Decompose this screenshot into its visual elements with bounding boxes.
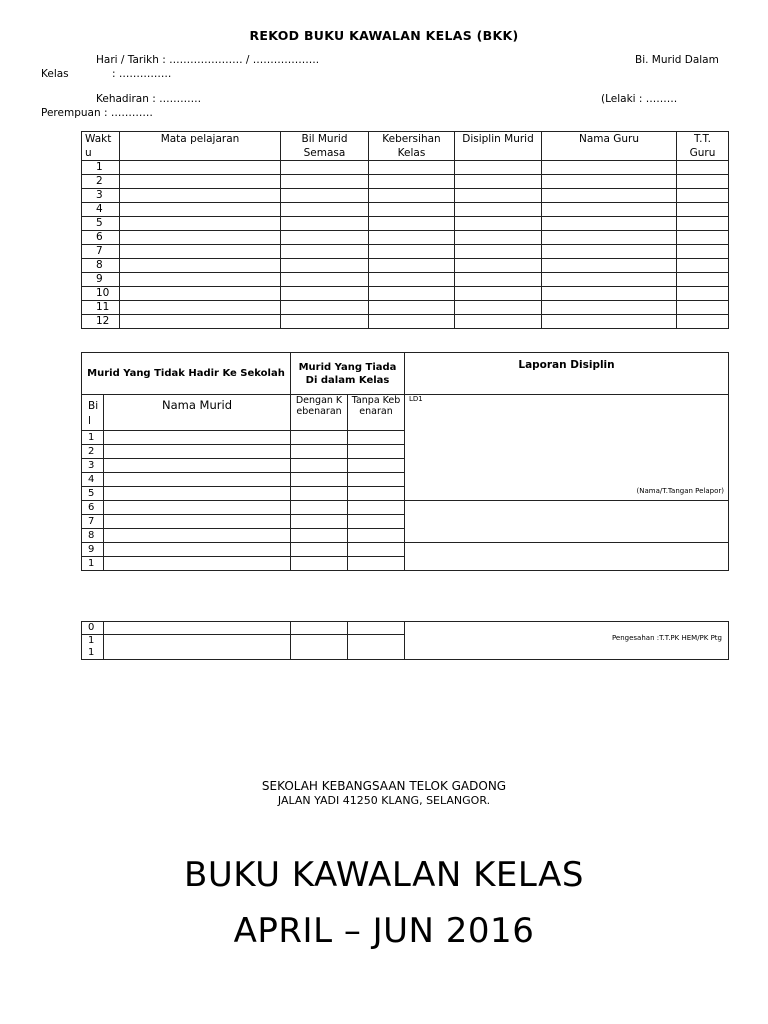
cell[interactable] bbox=[281, 189, 369, 203]
cell[interactable] bbox=[291, 543, 348, 557]
cell[interactable] bbox=[291, 557, 348, 571]
cell[interactable] bbox=[281, 231, 369, 245]
cell[interactable] bbox=[369, 315, 455, 329]
cell[interactable] bbox=[104, 515, 291, 529]
table-row bbox=[82, 231, 729, 245]
row-number: 2 bbox=[82, 445, 104, 459]
cell[interactable] bbox=[281, 203, 369, 217]
cell[interactable] bbox=[455, 315, 542, 329]
row-number: 3 bbox=[82, 459, 104, 473]
cell[interactable] bbox=[677, 203, 729, 217]
header-bil-murid: Bil Murid Semasa bbox=[281, 132, 369, 161]
cell[interactable] bbox=[542, 161, 677, 175]
cell[interactable] bbox=[369, 189, 455, 203]
cell[interactable] bbox=[120, 273, 281, 287]
cell[interactable] bbox=[291, 635, 348, 660]
cell[interactable] bbox=[291, 529, 348, 543]
cell[interactable] bbox=[677, 175, 729, 189]
header-tt-guru: T.T. Guru bbox=[677, 132, 729, 161]
cell[interactable] bbox=[677, 301, 729, 315]
cell[interactable] bbox=[281, 273, 369, 287]
table-row bbox=[82, 543, 729, 557]
table-row bbox=[82, 529, 729, 543]
cell[interactable] bbox=[348, 501, 405, 515]
row-number: 6 bbox=[82, 231, 120, 245]
cell[interactable] bbox=[369, 175, 455, 189]
cell[interactable] bbox=[348, 487, 405, 501]
cell[interactable] bbox=[542, 315, 677, 329]
row-number: 8 bbox=[82, 259, 120, 273]
cell[interactable] bbox=[542, 203, 677, 217]
cell[interactable] bbox=[281, 245, 369, 259]
cell[interactable] bbox=[369, 301, 455, 315]
header-tanpa-kebenaran: Tanpa Kebenaran bbox=[348, 395, 405, 431]
cell[interactable] bbox=[677, 315, 729, 329]
cell[interactable] bbox=[455, 231, 542, 245]
header-absent: Murid Yang Tidak Hadir Ke Sekolah bbox=[82, 353, 291, 395]
header-tiada-line1: Murid Yang Tiada bbox=[298, 361, 397, 373]
cell[interactable] bbox=[455, 301, 542, 315]
header-nama-murid: Nama Murid bbox=[104, 395, 291, 431]
header-laporan: Laporan Disiplin bbox=[405, 353, 729, 395]
cell[interactable] bbox=[455, 161, 542, 175]
cell[interactable] bbox=[348, 459, 405, 473]
cell[interactable] bbox=[348, 557, 405, 571]
record-table bbox=[81, 131, 729, 329]
row-number: 4 bbox=[82, 203, 120, 217]
cell[interactable] bbox=[281, 301, 369, 315]
cell[interactable] bbox=[291, 459, 348, 473]
header-mata-pelajaran: Mata pelajaran bbox=[120, 132, 281, 161]
ld1-box[interactable] bbox=[405, 395, 729, 501]
cell[interactable] bbox=[455, 259, 542, 273]
cell[interactable] bbox=[369, 231, 455, 245]
cell[interactable] bbox=[120, 189, 281, 203]
cell[interactable] bbox=[348, 431, 405, 445]
kehadiran-label: Kehadiran : ………… bbox=[96, 93, 202, 105]
table-row bbox=[82, 622, 729, 635]
pengesahan-box[interactable] bbox=[405, 622, 729, 660]
cell[interactable] bbox=[455, 245, 542, 259]
header-waktu: Waktu bbox=[82, 132, 120, 161]
table-row bbox=[82, 273, 729, 287]
cell[interactable] bbox=[369, 217, 455, 231]
row-number: 11 bbox=[82, 301, 120, 315]
cell[interactable] bbox=[455, 175, 542, 189]
cell[interactable] bbox=[455, 273, 542, 287]
cell[interactable] bbox=[120, 203, 281, 217]
cell[interactable] bbox=[542, 259, 677, 273]
table-row bbox=[82, 161, 729, 175]
cell[interactable] bbox=[104, 529, 291, 543]
kelas-label: Kelas bbox=[41, 68, 69, 80]
table-row bbox=[82, 203, 729, 217]
header-kebersihan: Kebersihan Kelas bbox=[369, 132, 455, 161]
row-number: 9 bbox=[82, 273, 120, 287]
lelaki-label: (Lelaki : ……… bbox=[601, 93, 678, 105]
header-disiplin: Disiplin Murid bbox=[455, 132, 542, 161]
cell[interactable] bbox=[677, 287, 729, 301]
cell[interactable] bbox=[348, 543, 405, 557]
header-nama-guru: Nama Guru bbox=[542, 132, 677, 161]
hari-tarikh-label: Hari / Tarikh : ………………… / ………………. bbox=[96, 54, 320, 66]
cell[interactable] bbox=[291, 445, 348, 459]
table-row bbox=[82, 175, 729, 189]
row-number: 1 bbox=[82, 431, 104, 445]
cell[interactable] bbox=[677, 161, 729, 175]
cell[interactable] bbox=[677, 189, 729, 203]
cell[interactable] bbox=[291, 515, 348, 529]
cell[interactable] bbox=[542, 175, 677, 189]
cell[interactable] bbox=[677, 217, 729, 231]
header-tiada-line2: Di dalam Kelas bbox=[305, 374, 390, 386]
row-number: 2 bbox=[82, 175, 120, 189]
table-row bbox=[82, 259, 729, 273]
row-number: 1 bbox=[82, 161, 120, 175]
continuation-table bbox=[81, 621, 729, 660]
cell[interactable] bbox=[291, 431, 348, 445]
cell[interactable] bbox=[542, 301, 677, 315]
cell[interactable] bbox=[455, 203, 542, 217]
bil-murid-label: Bi. Murid Dalam bbox=[635, 54, 719, 66]
cell[interactable] bbox=[104, 473, 291, 487]
cell[interactable] bbox=[542, 273, 677, 287]
cell[interactable] bbox=[348, 445, 405, 459]
cell[interactable] bbox=[120, 287, 281, 301]
cell[interactable] bbox=[120, 245, 281, 259]
cell[interactable] bbox=[455, 287, 542, 301]
table-row bbox=[82, 245, 729, 259]
cell[interactable] bbox=[281, 287, 369, 301]
row-number: 4 bbox=[82, 473, 104, 487]
kelas-value: : …………… bbox=[112, 68, 172, 80]
ld1-signature-label: (Nama/T.Tangan Pelapor) bbox=[636, 487, 725, 495]
row-number: 5 bbox=[82, 487, 104, 501]
cell[interactable] bbox=[104, 501, 291, 515]
cell[interactable] bbox=[677, 259, 729, 273]
row-number: 0 bbox=[82, 622, 104, 635]
row-number: 8 bbox=[82, 529, 104, 543]
row-number: 7 bbox=[82, 515, 104, 529]
cell[interactable] bbox=[348, 635, 405, 660]
cell[interactable] bbox=[542, 217, 677, 231]
cell[interactable] bbox=[120, 175, 281, 189]
cell[interactable] bbox=[104, 445, 291, 459]
row-number: 10 bbox=[82, 287, 120, 301]
table-row bbox=[82, 301, 729, 315]
row-number: 9 bbox=[82, 543, 104, 557]
discipline-blank[interactable] bbox=[405, 543, 729, 571]
cell[interactable] bbox=[120, 231, 281, 245]
table-row bbox=[82, 189, 729, 203]
header-bil: Bil bbox=[82, 395, 104, 431]
header-dengan-kebenaran: Dengan Kebenaran bbox=[291, 395, 348, 431]
row-number: 1 bbox=[82, 557, 104, 571]
cell[interactable] bbox=[677, 245, 729, 259]
perempuan-label: Perempuan : ………… bbox=[41, 107, 153, 119]
cell[interactable] bbox=[120, 315, 281, 329]
row-number: 7 bbox=[82, 245, 120, 259]
cell[interactable] bbox=[348, 515, 405, 529]
cell[interactable] bbox=[542, 231, 677, 245]
row-number: 3 bbox=[82, 189, 120, 203]
cell[interactable] bbox=[348, 473, 405, 487]
cover-period: APRIL – JUN 2016 bbox=[233, 911, 535, 951]
cell[interactable] bbox=[281, 175, 369, 189]
cell[interactable] bbox=[104, 487, 291, 501]
table-row bbox=[82, 515, 729, 529]
cell[interactable] bbox=[542, 287, 677, 301]
cell[interactable] bbox=[291, 473, 348, 487]
row-number: 1 bbox=[82, 647, 104, 660]
cell[interactable] bbox=[281, 315, 369, 329]
cover-title: BUKU KAWALAN KELAS bbox=[184, 855, 584, 895]
header-tiada bbox=[291, 353, 405, 395]
cell[interactable] bbox=[104, 459, 291, 473]
cell[interactable] bbox=[542, 245, 677, 259]
cell[interactable] bbox=[104, 635, 291, 660]
row-number: 6 bbox=[82, 501, 104, 515]
cell[interactable] bbox=[369, 245, 455, 259]
cell[interactable] bbox=[542, 189, 677, 203]
row-number: 1 bbox=[82, 635, 104, 648]
cell[interactable] bbox=[120, 259, 281, 273]
cell[interactable] bbox=[104, 543, 291, 557]
table-row bbox=[82, 217, 729, 231]
cell[interactable] bbox=[369, 203, 455, 217]
cell[interactable] bbox=[281, 217, 369, 231]
cell[interactable] bbox=[120, 217, 281, 231]
cell[interactable] bbox=[120, 161, 281, 175]
cell[interactable] bbox=[291, 622, 348, 635]
row-number: 5 bbox=[82, 217, 120, 231]
table-row bbox=[82, 287, 729, 301]
cell[interactable] bbox=[369, 273, 455, 287]
absence-discipline-table bbox=[81, 352, 729, 571]
cell[interactable] bbox=[348, 529, 405, 543]
school-address: JALAN YADI 41250 KLANG, SELANGOR. bbox=[277, 794, 491, 807]
cell[interactable] bbox=[369, 287, 455, 301]
cell[interactable] bbox=[455, 217, 542, 231]
cell[interactable] bbox=[281, 161, 369, 175]
cell[interactable] bbox=[281, 259, 369, 273]
cell[interactable] bbox=[455, 189, 542, 203]
cell[interactable] bbox=[677, 231, 729, 245]
cell[interactable] bbox=[104, 431, 291, 445]
cell[interactable] bbox=[348, 622, 405, 635]
cell[interactable] bbox=[120, 301, 281, 315]
row-number: 12 bbox=[82, 315, 120, 329]
table-row bbox=[82, 315, 729, 329]
table-row bbox=[82, 501, 729, 515]
cell[interactable] bbox=[369, 259, 455, 273]
pengesahan-label: Pengesahan :T.T.PK HEM/PK Ptg bbox=[611, 634, 722, 642]
cell[interactable] bbox=[104, 557, 291, 571]
form-title: REKOD BUKU KAWALAN KELAS (BKK) bbox=[249, 28, 519, 43]
cell[interactable] bbox=[369, 161, 455, 175]
cell[interactable] bbox=[677, 273, 729, 287]
cell[interactable] bbox=[291, 487, 348, 501]
cell[interactable] bbox=[104, 622, 291, 635]
ld1-label: LD1 bbox=[409, 395, 423, 403]
school-name: SEKOLAH KEBANGSAAN TELOK GADONG bbox=[261, 779, 507, 793]
cell[interactable] bbox=[291, 501, 348, 515]
